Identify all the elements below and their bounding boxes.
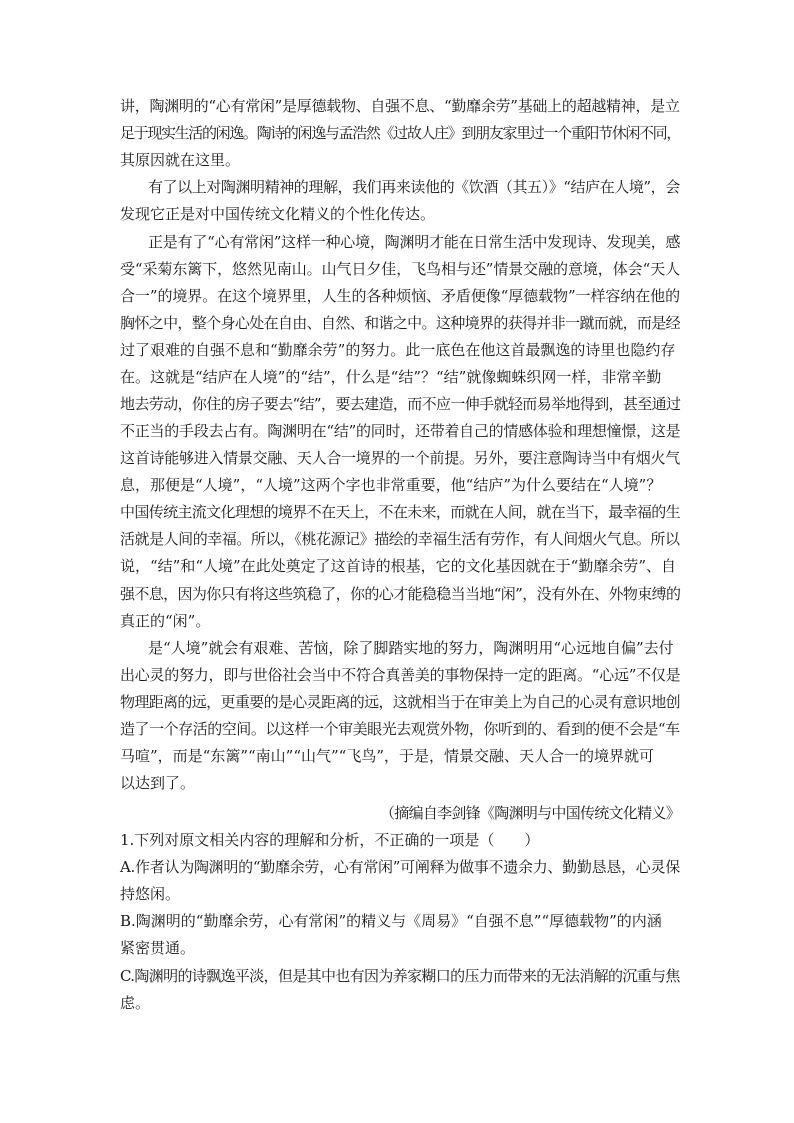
body-text-line: 造了一个存活的空间。以这样一个审美眼光去观赏外物，你听到的、看到的便不会是“车 bbox=[120, 720, 680, 738]
body-text-line: 中国传统主流文化理想的境界不在天上，不在未来，而就在人间，就在当下，最幸福的生 bbox=[120, 503, 681, 521]
body-text-line: 过了艰难的自强不息和“勤靡余劳”的努力。此一底色在他这首最飘逸的诗里也隐约存 bbox=[120, 341, 676, 359]
option-b-line: 紧密贯通。 bbox=[120, 939, 196, 957]
body-text-line: 讲，陶渊明的“心有常闲”是厚德载物、自强不息、“勤靡余劳”基础上的超越精神，是立 bbox=[120, 97, 680, 115]
body-text-line: 活就是人间的幸福。所以，《桃花源记》描绘的幸福生活有劳作，有人间烟火气息。所以 bbox=[120, 530, 680, 548]
body-text-line: 胸怀之中，整个身心处在自由、自然、和谐之中。这种境界的获得并非一蹴而就，而是经 bbox=[120, 314, 681, 332]
body-text-line: 合一”的境界。在这个境界里，人生的各种烦恼、矛盾便像“厚德载物”一样容纳在他的 bbox=[120, 287, 681, 305]
body-text-line: 这首诗能够进入情景交融、天人合一境界的一个前提。另外，要注意陶诗当中有烟火气 bbox=[120, 449, 681, 467]
paragraph-start-line: 正是有了“心有常闲”这样一种心境，陶渊明才能在日常生活中发现诗、发现美，感 bbox=[148, 233, 681, 251]
body-text-line: 强不息，因为你只有将这些筑稳了，你的心才能稳稳当当地“闲”，没有外在、外物束缚的 bbox=[120, 585, 681, 603]
body-text-line: 地去劳动，你住的房子要去“结”，要去建造，而不应一伸手就轻而易举地得到，甚至通过 bbox=[120, 395, 681, 413]
body-text-line: 其原因就在这里。 bbox=[120, 151, 241, 169]
body-text-line: 发现它正是对中国传统文化精义的个性化传达。 bbox=[120, 205, 436, 223]
body-text-line: 出心灵的努力，即与世俗社会当中不符合真善美的事物保持一定的距离。“心远”不仅是 bbox=[120, 666, 681, 684]
option-c-line: C.陶渊明的诗飘逸平淡，但是其中也有因为养家糊口的压力而带来的无法消解的沉重与焦 bbox=[120, 967, 680, 985]
body-text-line: 马喧”，而是“东篱”“南山”“山气”“飞鸟”，于是，情景交融、天人合一的境界就可 bbox=[120, 747, 655, 765]
body-text-line: 物理距离的远，更重要的是心灵距离的远，这就相当于在审美上为自己的心灵有意识地创 bbox=[120, 693, 681, 711]
body-text-line: 不正当的手段去占有。陶渊明在“结”的同时，还带着自己的情感体验和理想憧憬，这是 bbox=[120, 422, 681, 440]
option-a-line: 持悠闲。 bbox=[120, 885, 181, 903]
body-text-line: 真正的“闲”。 bbox=[120, 612, 211, 630]
body-text-line: 受“采菊东篱下，悠然见南山。山气日夕佳，飞鸟相与还”情景交融的意境，体会“天人 bbox=[120, 260, 681, 278]
paragraph-start-line: 是“人境”就会有艰难、苦恼，除了脚踏实地的努力，陶渊明用“心远地自偏”去付 bbox=[148, 639, 674, 657]
body-text-line: 在。这就是“结庐在人境”的“结”，什么是“结”？“结”就像蜘蛛织网一样，非常辛勤 bbox=[120, 368, 662, 386]
source-citation: （摘编自李剑锋《陶渊明与中国传统文化精义》 bbox=[380, 804, 681, 822]
option-a-line: A.作者认为陶渊明的“勤靡余劳，心有常闲”可阐释为做事不遗余力、勤勤恳恳，心灵保 bbox=[120, 858, 680, 876]
question-stem: 1.下列对原文相关内容的理解和分析，不正确的一项是（ ） bbox=[120, 831, 540, 849]
body-text-line: 息，那便是“人境”，“人境”这两个字也非常重要，他“结庐”为什么要结在“人境”？ bbox=[120, 476, 662, 494]
body-text-line: 足于现实生活的闲逸。陶诗的闲逸与孟浩然《过故人庄》到朋友家里过一个重阳节休闲不同， bbox=[120, 124, 681, 142]
option-c-line: 虑。 bbox=[120, 994, 151, 1012]
body-text-line: 说，“结”和“人境”在此处奠定了这首诗的根基，它的文化基因就在于“勤靡余劳”、自 bbox=[120, 557, 677, 575]
body-text-line: 以达到了。 bbox=[120, 774, 196, 792]
paragraph-start-line: 有了以上对陶渊明精神的理解，我们再来读他的《饮酒（其五）》“结庐在人境”，会 bbox=[148, 178, 680, 196]
option-b-line: B.陶渊明的“勤靡余劳，心有常闲”的精义与《周易》“自强不息”“厚德载物”的内涵 bbox=[120, 912, 662, 930]
